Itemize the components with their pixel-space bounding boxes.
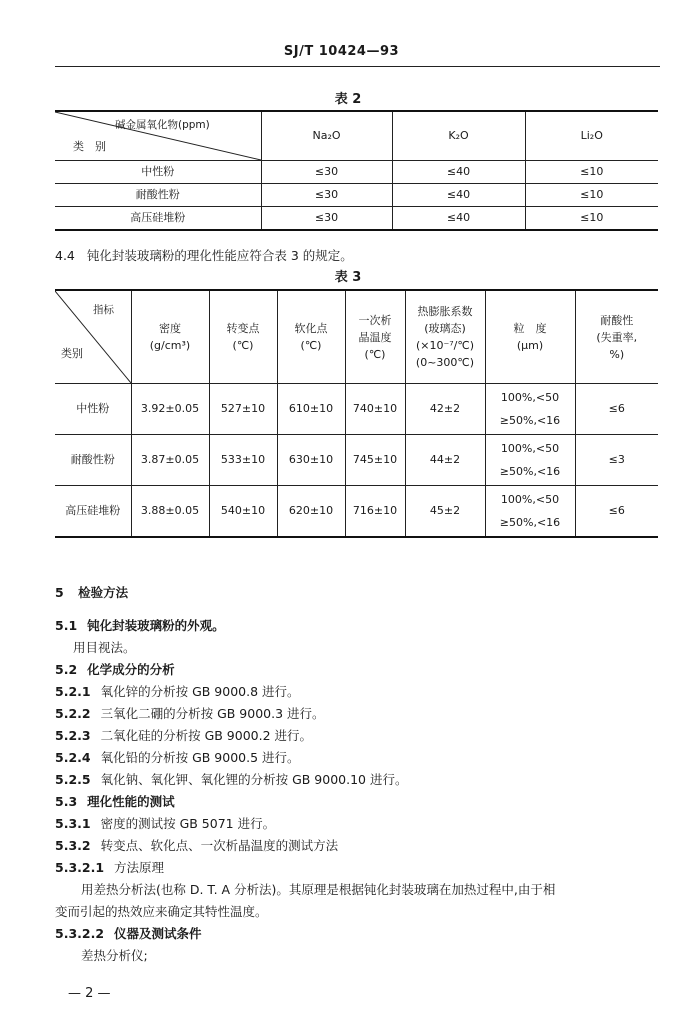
clause-item xyxy=(55,791,665,813)
clause-number: 5.1 xyxy=(55,618,78,633)
clause-item xyxy=(55,923,665,945)
size-line: 100%,<50 xyxy=(500,391,560,404)
table-3-cell: 716±10 xyxy=(345,486,405,538)
table-2-cell: ≤10 xyxy=(525,207,658,231)
header-line: (×10⁻⁷/℃) xyxy=(415,339,475,352)
header-line: (玻璃态) xyxy=(424,322,466,335)
table-3-cell: 740±10 xyxy=(345,384,405,435)
clause-item xyxy=(55,637,665,659)
table-3-cell: 3.92±0.05 xyxy=(131,384,209,435)
table-2-cell: ≤30 xyxy=(261,161,392,184)
table-2-cell: ≤30 xyxy=(261,207,392,231)
table-3-cell: 620±10 xyxy=(277,486,345,538)
clause-text: 理化性能的测试 xyxy=(87,794,175,809)
header-line: 热膨胀系数 xyxy=(417,305,473,318)
table-3-cell: 45±2 xyxy=(405,486,485,538)
table-3-header-particle-size xyxy=(485,290,575,384)
table-3-corner-top-label: 指标 xyxy=(93,304,114,316)
clause-text: 方法原理 xyxy=(114,860,165,875)
table-2-cell: ≤40 xyxy=(392,161,525,184)
table-2-cell: ≤30 xyxy=(261,184,392,207)
header-line: %) xyxy=(609,347,625,361)
table-3-row-name: 高压硅堆粉 xyxy=(55,486,131,538)
table-2-row-name: 耐酸性粉 xyxy=(55,184,261,207)
table-2-col-li2o: Li₂O xyxy=(525,111,658,161)
clause-text: 氧化铅的分析按 GB 9000.5 进行。 xyxy=(100,750,300,765)
table-3-cell: 3.88±0.05 xyxy=(131,486,209,538)
table-2-corner-bottom-label: 类 别 xyxy=(73,140,106,153)
table-2-row-name: 高压硅堆粉 xyxy=(55,207,261,231)
clause-item: 差热分析仪; xyxy=(81,948,148,963)
table3-caption: 表 3 xyxy=(334,270,362,285)
table-2-header-row xyxy=(55,111,658,161)
table-3-cell: ≤6 xyxy=(575,486,658,538)
clause-number: 5.2.2 xyxy=(55,706,91,721)
clause-text: 仪器及测试条件 xyxy=(114,926,202,941)
table-3-cell: 42±2 xyxy=(405,384,485,435)
table-3-header-softening-point xyxy=(277,290,345,384)
table-2-cell: ≤10 xyxy=(525,161,658,184)
table-3-cell: 533±10 xyxy=(209,435,277,486)
table-3-row xyxy=(55,435,658,486)
clause-text: 转变点、软化点、一次析晶温度的测试方法 xyxy=(100,838,339,853)
header-line: (℃) xyxy=(300,339,322,352)
table-3-cell: 610±10 xyxy=(277,384,345,435)
table-3-cell: 3.87±0.05 xyxy=(131,435,209,486)
table-2-cell: ≤40 xyxy=(392,184,525,207)
clause-text: 钝化封装玻璃粉的理化性能应符合表 3 的规定。 xyxy=(86,248,353,263)
header-line: (μm) xyxy=(516,339,544,352)
table-3-row-name: 耐酸性粉 xyxy=(55,435,131,486)
clause-number: 5.2.3 xyxy=(55,728,91,743)
table-2-row xyxy=(55,161,658,184)
table-2-row-name: 中性粉 xyxy=(55,161,261,184)
table-3-header-density xyxy=(131,290,209,384)
header-line: (g/cm³) xyxy=(149,339,191,352)
page-number: — 2 — xyxy=(68,986,111,1001)
table-3 xyxy=(55,289,658,538)
table-2-row xyxy=(55,207,658,231)
clause-item xyxy=(55,857,665,879)
clause-number: 5.3.2.2 xyxy=(55,926,105,941)
size-line: ≥50%,<16 xyxy=(499,414,561,427)
table-3-cell: 44±2 xyxy=(405,435,485,486)
table-3-size-cell xyxy=(485,486,575,538)
clause-number: 5.2.1 xyxy=(55,684,91,699)
clause-text: 氧化锌的分析按 GB 9000.8 进行。 xyxy=(100,684,300,699)
clause-number: 4.4 xyxy=(55,248,75,263)
table-3-corner-bottom-label: 类别 xyxy=(61,347,83,360)
table-3-cell: 540±10 xyxy=(209,486,277,538)
header-line: 转变点 xyxy=(226,322,260,335)
section-title: 检验方法 xyxy=(78,585,129,600)
clause-item xyxy=(55,615,665,637)
clause-item xyxy=(55,835,665,857)
header-line: 软化点 xyxy=(294,322,328,335)
table-3-header-row xyxy=(55,290,658,384)
header-line: 耐酸性 xyxy=(600,313,634,327)
paragraph-line: 用差热分析法(也称 D. T. A 分析法)。其原理是根据钝化封装玻璃在加热过程中,由于相 xyxy=(81,882,556,897)
header-line: (失重率, xyxy=(596,330,638,344)
clause-text: 密度的测试按 GB 5071 进行。 xyxy=(100,816,276,831)
paragraph-line: 变而引起的热效应来确定其特性温度。 xyxy=(55,904,268,919)
table-3-row xyxy=(55,486,658,538)
header-line: 密度 xyxy=(159,322,181,335)
clause-number: 5.3.2 xyxy=(55,838,91,853)
header-line: (0~300℃) xyxy=(415,356,475,369)
table-3-header-expansion-coefficient xyxy=(405,290,485,384)
clause-item xyxy=(55,747,665,769)
table-3-row-name: 中性粉 xyxy=(55,384,131,435)
section-5-items xyxy=(55,615,665,967)
table-2-cell: ≤10 xyxy=(525,184,658,207)
table-3-header-transition-point xyxy=(209,290,277,384)
clause-number: 5.3.1 xyxy=(55,816,91,831)
header-line: (℃) xyxy=(232,339,254,352)
header-line: (℃) xyxy=(364,347,386,361)
table-2-col-k2o: K₂O xyxy=(392,111,525,161)
clause-item xyxy=(55,813,665,835)
clause-number: 5.3 xyxy=(55,794,78,809)
table-2 xyxy=(55,110,658,231)
size-line: 100%,<50 xyxy=(500,442,560,455)
table-2-corner-top-label: 碱金属氧化物(ppm) xyxy=(115,119,210,131)
table-2-col-na2o: Na₂O xyxy=(261,111,392,161)
clause-item xyxy=(55,681,665,703)
clause-number: 5.2.4 xyxy=(55,750,91,765)
header-line: 晶温度 xyxy=(358,330,392,344)
clause-number: 5.3.2.1 xyxy=(55,860,105,875)
size-line: ≥50%,<16 xyxy=(499,465,561,478)
table-3-corner-cell xyxy=(55,290,131,384)
clause-text: 钝化封装玻璃粉的外观。 xyxy=(87,618,225,633)
table-2-row xyxy=(55,184,658,207)
size-line: 100%,<50 xyxy=(500,493,560,506)
header-rule xyxy=(55,66,660,67)
table-3-cell: 630±10 xyxy=(277,435,345,486)
standard-code-header: SJ/T 10424—93 xyxy=(283,44,400,59)
clause-text: 三氧化二硼的分析按 GB 9000.3 进行。 xyxy=(100,706,325,721)
clause-4-4 xyxy=(55,246,353,264)
header-line: 粒 度 xyxy=(513,322,547,335)
table-2-cell: ≤40 xyxy=(392,207,525,231)
table-3-cell: 745±10 xyxy=(345,435,405,486)
clause-text: 氧化钠、氧化钾、氧化锂的分析按 GB 9000.10 进行。 xyxy=(100,772,408,787)
header-line: 一次析 xyxy=(358,313,392,327)
clause-text: 二氧化硅的分析按 GB 9000.2 进行。 xyxy=(100,728,313,743)
table-3-header-crystallization-temp xyxy=(345,290,405,384)
table-2-corner-cell xyxy=(55,111,261,161)
table-3-cell: ≤3 xyxy=(575,435,658,486)
clause-number: 5.2.5 xyxy=(55,772,91,787)
section-number: 5 xyxy=(55,585,64,600)
table-3-size-cell xyxy=(485,384,575,435)
size-line: ≥50%,<16 xyxy=(499,516,561,529)
clause-text: 化学成分的分析 xyxy=(87,662,175,677)
table2-caption: 表 2 xyxy=(334,92,362,107)
table-3-cell: 527±10 xyxy=(209,384,277,435)
section-5-heading xyxy=(55,583,128,601)
table-3-row xyxy=(55,384,658,435)
table-3-cell: ≤6 xyxy=(575,384,658,435)
table-3-header-acid-resistance xyxy=(575,290,658,384)
table-3-size-cell xyxy=(485,435,575,486)
clause-item xyxy=(55,659,665,681)
clause-item xyxy=(55,769,665,791)
clause-item xyxy=(55,725,665,747)
clause-number: 5.2 xyxy=(55,662,78,677)
clause-item xyxy=(55,703,665,725)
clause-text: 用目视法。 xyxy=(73,640,136,655)
